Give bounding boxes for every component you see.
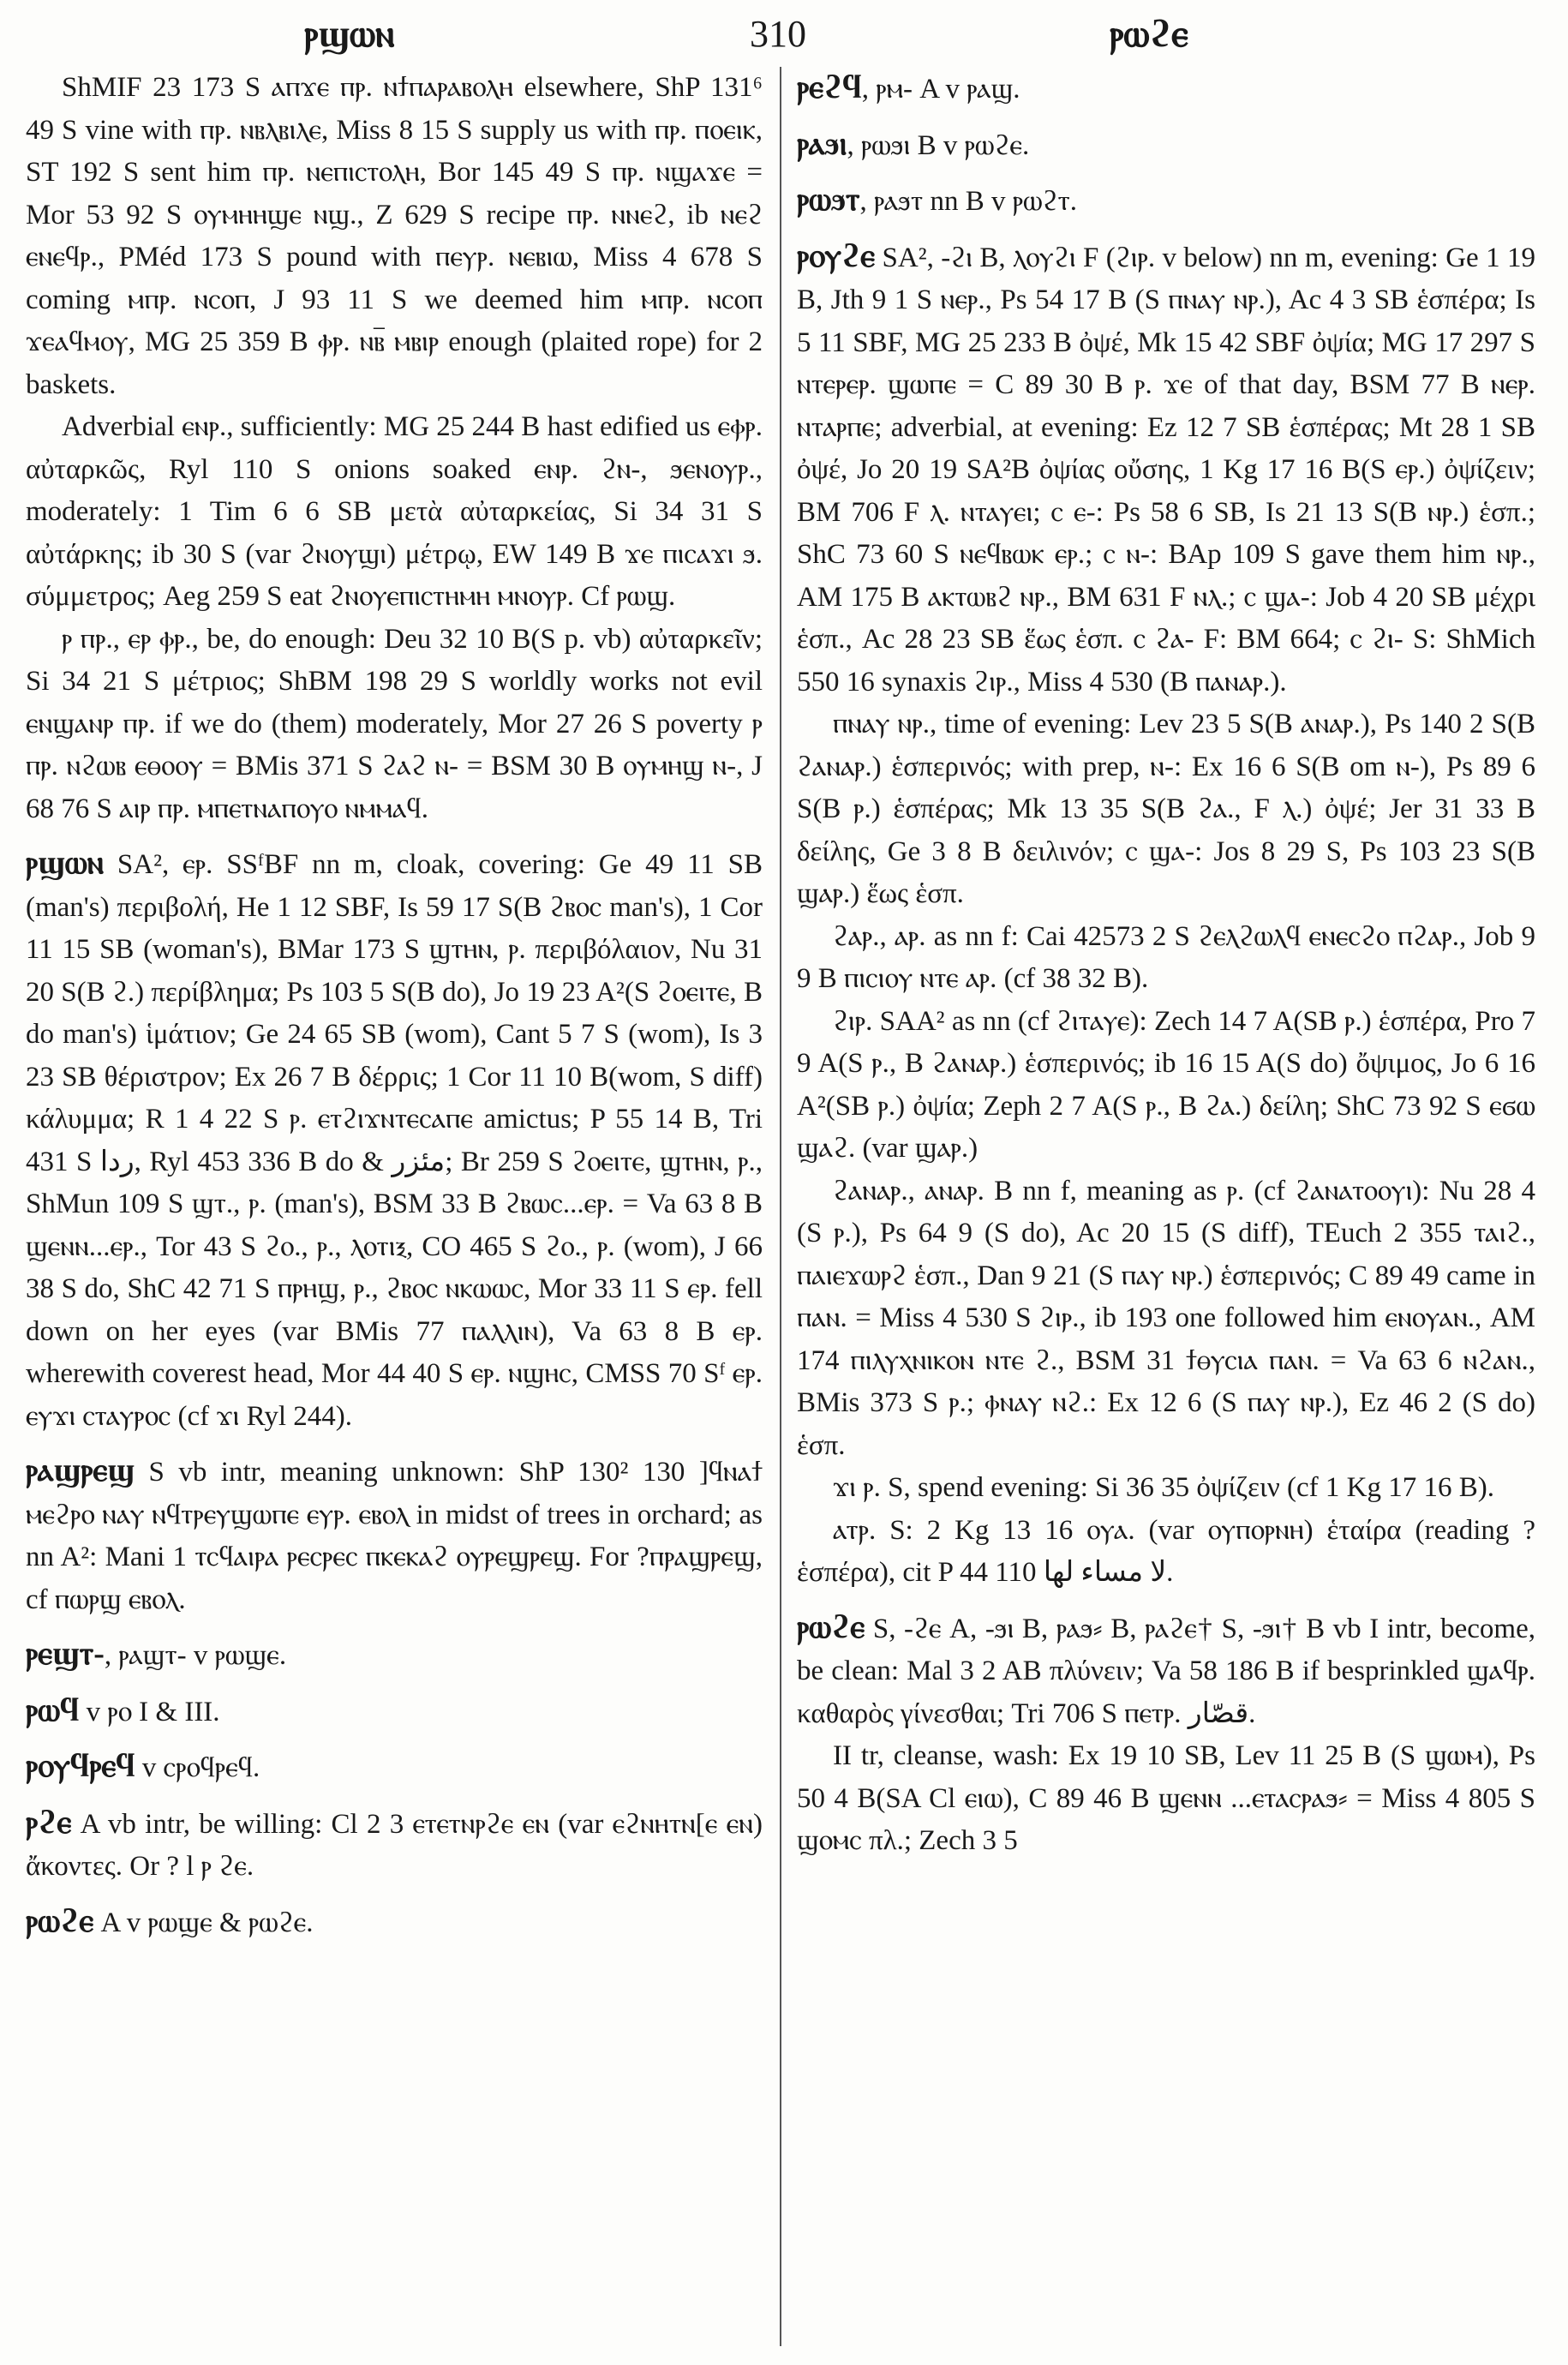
- headword: ⲣⲱϩⲉ: [797, 1608, 865, 1645]
- right-column: [797, 67, 1535, 1863]
- sub-paragraph: ϩⲁⲣ., ⲁⲣ. as nn f: Cai 42573 2 S ϩⲉⲗϩⲱⲗϥ ⲉⲛⲉⲥϩⲟ ⲡϩⲁⲣ., Job 9 9 B ⲡⲓⲥⲓⲟⲩ ⲛⲧⲉ ⲁⲣ. (cf 38 32 B).: [797, 920, 1535, 994]
- headword: ⲣϩⲉ: [26, 1804, 72, 1841]
- headword: ⲣⲱϧⲧ: [797, 182, 860, 218]
- running-header: [26, 5, 1542, 57]
- headword: ⲣⲟⲩϥⲣⲉϥ: [26, 1748, 135, 1784]
- entry-body: v ⲣⲟ I & III.: [79, 1696, 220, 1727]
- dictionary-entry: [26, 1633, 763, 1678]
- entry-body: SA², -ϩⲓ B, ⲗⲟⲩϩⲓ F (ϩⲓⲣ. v below) nn m, evening: Ge 1 19 B, Jth 9 1 S ⲛⲉⲣ., Ps 54 17 B (S ⲡⲛⲁⲩ ⲛⲣ.), Ac 4 3 SB ἑσπέρα; Is 5 11 SBF, MG 25 233 B ὀψέ, Mk 15 42 SBF ὀψία; MG 17 297 S ⲛⲧⲉⲣⲉⲣ. ϣⲱⲡⲉ = C 89 30 B ⲣ. ϫⲉ of that day, BSM 77 B ⲛⲉⲣ. ⲛⲧⲁⲣⲡⲉ; adverbial, at evening: Ez 12 7 SB ἑσπέρας; Mt 28 1 SB ὀψέ, Jo 20 19 SA²B ὀψίας οὔσης, 1 Kg 17 16 B(S ⲉⲣ.) ὀψίζειν; BM 706 F ⲗ. ⲛⲧⲁⲩⲉⲓ; ⲥ ⲉ-: Ps 58 6 SB, Is 21 13 S(B ⲛⲣ.) ἑσπ.; ShC 73 60 S ⲛⲉϥⲃⲱⲕ ⲉⲣ.; ⲥ ⲛ-: BAp 109 S gave them him ⲛⲣ., AM 175 B ⲁⲕⲧⲱⲃϩ ⲛⲣ., BM 631 F ⲛⲗ.; ⲥ ϣⲁ-: Job 4 20 SB μέχρι ἑσπ., Ac 28 23 SB ἕως ἑσπ. ⲥ ϩⲁ- F: BM 664; ⲥ ϩⲓ- S: ShMich 550 16 synaxis ϩⲓⲣ., Miss 4 530 (B ⲡⲁⲛⲁⲣ.).: [797, 242, 1535, 698]
- sub-paragraph: ⲡⲛⲁⲩ ⲛⲣ., time of evening: Lev 23 5 S(B ⲁⲛⲁⲣ.), Ps 140 2 S(B ϩⲁⲛⲁⲣ.) ἑσπερινός; with prep, ⲛ-: Ex 16 6 S(B om ⲛ-), Ps 89 6 S(B ⲣ.) ἑσπέρας; Mk 13 35 S(B ϩⲁ., F ⲗ.) ὀψέ; Jer 31 33 B δείλης, Ge 3 8 B δειλινόν; ⲥ ϣⲁ-: Jos 8 29 S, Ps 103 23 S(B ϣⲁⲣ.) ἕως ἑσπ.: [797, 709, 1535, 909]
- entry-body: , ⲣⲁϧⲧ nn B v ⲣⲱϩⲧ.: [859, 186, 1077, 217]
- entry-body: v ⲥⲣⲟϥⲣⲉϥ.: [135, 1752, 260, 1783]
- entry-body: A vb intr, be willing: Cl 2 3 ⲉⲧⲉⲧⲛⲣϩⲉ ⲉⲛ (var ⲉϩⲛⲏⲧⲛ[ⲉ ⲉⲛ) ἄκοντες. Or ? l ⲣ ϩⲉ.: [26, 1808, 763, 1882]
- dictionary-entry: [797, 236, 1535, 704]
- dictionary-entry: [26, 1901, 763, 1945]
- sub-paragraph: II tr, cleanse, wash: Ex 19 10 SB, Lev 11 25 B (S ϣⲱⲙ), Ps 50 4 B(SA Cl ⲉⲓⲱ), C 89 46 B ϣⲉⲛⲛ ...ⲉⲧⲁⲥⲣⲁϧ⸗ = Miss 4 805 S ϣⲟⲙⲥ πλ.; Zech 3 5: [797, 1740, 1535, 1856]
- dictionary-entry: [26, 842, 763, 1438]
- entry-body: SA², ⲉⲣ. SSᶠBF nn m, cloak, covering: Ge 49 11 SB (man's) περιβολή, He 1 12 SBF, Is 59 17 S(B ϩⲃⲟⲥ man's), 1 Cor 11 15 SB (woman's), BMar 173 S ϣⲧⲏⲛ, ⲣ. περιβόλαιον, Nu 31 20 S(B ϩ.) περίβλημα; Ps 103 5 S(B do), Jo 19 23 A²(S ϩⲟⲉⲓⲧⲉ, B do man's) ἱμάτιον; Ge 24 65 SB (wom), Cant 5 7 S (wom), Is 3 23 SB θέριστρον; Ex 26 7 B δέρρις; 1 Cor 11 10 B(wom, S diff) κάλυμμα; R 1 4 22 S ⲣ. ⲉⲧϩⲓϫⲛⲧⲉⲥⲁⲡⲉ amictus; P 55 14 B, Tri 431 S ردا, Ryl 453 336 B do & مئزر; Br 259 S ϩⲟⲉⲓⲧⲉ, ϣⲧⲏⲛ, ⲣ., ShMun 109 S ϣⲧ., ⲣ. (man's), BSM 33 B ϩⲃⲱⲥ...ⲉⲣ. = Va 63 8 B ϣⲉⲛⲛ...ⲉⲣ., Tor 43 S ϩⲟ., ⲣ., ⲗⲟⲧⲓⲝ, CO 465 S ϩⲟ., ⲣ. (wom), J 66 38 S do, ShC 42 71 S ⲡⲣⲏϣ, ⲣ., ϩⲃⲟⲥ ⲛⲕⲱⲱⲥ, Mor 33 11 S ⲉⲣ. fell down on her eyes (var BMis 77 ⲡⲁⲗⲗⲓⲛ), Va 63 8 B ⲉⲣ. wherewith coverest head, Mor 44 40 S ⲉⲣ. ⲛϣⲏⲥ, CMSS 70 Sᶠ ⲉⲣ. ⲉⲩϫⲓ ⲥⲧⲁⲩⲣⲟⲥ (cf ϫⲓ Ryl 244).: [26, 849, 763, 1432]
- entry-body: A v ⲣⲱϣⲉ & ⲣⲱϩⲉ.: [93, 1907, 314, 1938]
- headword: ⲣϣⲱⲛ: [26, 845, 105, 881]
- header-right-headword: ⲣⲱϩⲉ: [1110, 13, 1188, 55]
- entry-body: S, -ϩⲉ A, -ϧⲓ B, ⲣⲁϧ⸗ B, ⲣⲁϩⲉ† S, -ϧⲓ† B vb I intr, become, be clean: Mal 3 2 AB πλύνειν; Va 58 186 B if besprinkled ϣⲁϥⲣ. καθαρὸς γίνεσθαι; Tri 706 S ⲡⲉⲧⲣ. قصّار.: [797, 1613, 1535, 1729]
- dictionary-entry: [797, 179, 1535, 224]
- dictionary-entry: [797, 1607, 1535, 1736]
- continuation-paragraph: ShMIF 23 173 S ⲁⲡϫⲉ ⲡⲣ. ⲛϯⲡⲁⲣⲁⲃⲟⲗⲏ elsewhere, ShP 131⁶ 49 S vine with ⲡⲣ. ⲛⲃⲗⲃⲓⲗⲉ, Miss 8 15 S supply us with ⲡⲣ. ⲡⲟⲉⲓⲕ, ST 192 S sent him ⲡⲣ. ⲛⲉⲡⲓⲥⲧⲟⲗⲏ, Bor 145 49 S ⲡⲣ. ⲛϣⲁϫⲉ = Mor 53 92 S ⲟⲩⲙⲏⲏϣⲉ ⲛϣ., Z 629 S recipe ⲡⲣ. ⲛⲛⲉϩ, ib ⲛⲉϩ ⲉⲛⲉϥⲣ., PMéd 173 S pound with ⲡⲉⲩⲣ. ⲛⲉⲃⲓⲱ, Miss 4 678 S coming ⲙⲡⲣ. ⲛⲥⲟⲡ, J 93 11 S we deemed him ⲙⲡⲣ. ⲛⲥⲟⲡ ϫⲉⲁϥⲙⲟⲩ, MG 25 359 B ⲫⲣ. ⲛⲃ̅ ⲙⲃⲓⲣ enough (plaited rope) for 2 baskets.: [26, 72, 763, 400]
- header-left-headword: ⲣϣⲱⲛ: [304, 13, 395, 55]
- entry-body: , ⲣⲙ- A v ⲣⲁϣ.: [861, 74, 1020, 105]
- column-divider: [780, 67, 781, 2346]
- dictionary-entry: [26, 1450, 763, 1621]
- headword: ⲣⲁϧⲓ: [797, 125, 847, 162]
- entry-body: , ⲣⲁϣⲧ- v ⲣⲱϣⲉ.: [104, 1640, 287, 1671]
- page-number: 310: [750, 13, 806, 55]
- sub-paragraph: ⲣ ⲡⲣ., ⲉⲣ ⲫⲣ., be, do enough: Deu 32 10 B(S p. vb) αὐταρκεῖν; Si 34 21 S μέτριος; ShBM 198 29 S worldly works not evil ⲉⲛϣⲁⲛⲣ ⲡⲣ. if we do (them) moderately, Mor 27 26 S poverty ⲣ ⲡⲣ. ⲛϩⲱⲃ ⲉⲑⲟⲟⲩ = BMis 371 S ϩⲁϩ ⲛ- = BSM 30 B ⲟⲩⲙⲏϣ ⲛ-, J 68 76 S ⲁⲓⲣ ⲡⲣ. ⲙⲡⲉⲧⲛⲁⲡⲟⲩⲟ ⲛⲙⲙⲁϥ.: [26, 623, 763, 824]
- entry-body: S vb intr, meaning unknown: ShP 130² 130 ]ϥⲛⲁϯ ⲙⲉϩⲣⲟ ⲛⲁⲩ ⲛϥⲧⲣⲉⲩϣⲱⲡⲉ ⲉⲩⲣ. ⲉⲃⲟⲗ in midst of trees in orchard; as nn A²: Mani 1 ⲧⲥϥⲁⲓⲣⲁ ⲣⲉⲥⲣⲉⲥ ⲡⲕⲉⲕⲁϩ ⲟⲩⲣⲉϣⲣⲉϣ. For ?ⲡⲣⲁϣⲣⲉϣ, cf ⲡⲱⲣϣ ⲉⲃⲟⲗ.: [26, 1457, 763, 1615]
- entry-body: , ⲣⲱϧⲓ B v ⲣⲱϩⲉ.: [847, 129, 1030, 161]
- sub-paragraph: ⲁⲧⲣ. S: 2 Kg 13 16 ⲟⲩⲁ. (var ⲟⲩⲡⲟⲣⲛⲏ) ἑταίρα (reading ? ἑσπέρα), cit P 44 110 لا مساء لها.: [797, 1514, 1535, 1588]
- dictionary-entry: [797, 67, 1535, 111]
- left-column: [26, 67, 763, 1944]
- headword: ⲣⲉϣⲧ-: [26, 1636, 105, 1672]
- dictionary-entry: [26, 1690, 763, 1734]
- headword: ⲣⲱϥ: [26, 1691, 80, 1728]
- sub-paragraph: ϫⲓ ⲣ. S, spend evening: Si 36 35 ὀψίζειν (cf 1 Kg 17 16 B).: [833, 1472, 1494, 1503]
- dictionary-entry: [26, 1745, 763, 1790]
- sub-paragraph: ϩⲓⲣ. SAA² as nn (cf ϩⲓⲧⲁⲩⲉ): Zech 14 7 A(SB ⲣ.) ἑσπέρα, Pro 7 9 A(S ⲣ., B ϩⲁⲛⲁⲣ.) ἑσπερινός; ib 16 15 A(S do) ὄψιμος, Jo 6 16 A²(SB ⲣ.) ὀψία; Zeph 2 7 A(S ⲣ., B ϩⲁ.) δείλη; ShC 73 92 S ⲉϭⲱ ϣⲁϩ. (var ϣⲁⲣ.): [797, 1005, 1535, 1164]
- headword: ⲣⲱϩⲉ: [26, 1902, 94, 1939]
- headword: ⲣⲟⲩϩⲉ: [797, 237, 876, 274]
- sub-paragraph: ϩⲁⲛⲁⲣ., ⲁⲛⲁⲣ. B nn f, meaning as ⲣ. (cf ϩⲁⲛⲁⲧⲟⲟⲩⲓ): Nu 28 4 (S ⲣ.), Ps 64 9 (S do), Ac 20 15 (S diff), TEuch 2 355 ⲧⲁⲓϩ., ⲡⲁⲓⲉϫⲱⲣϩ ἑσπ., Dan 9 21 (S ⲡⲁⲩ ⲛⲣ.) ἑσπερινός; C 89 49 came in ⲡⲁⲛ. = Miss 4 530 S ϩⲓⲣ., ib 193 one followed him ⲉⲛⲟⲩⲁⲛ., AM 174 ⲡⲓⲗⲩⲭⲛⲓⲕⲟⲛ ⲛⲧⲉ ϩ., BSM 31 ϯⲑⲩⲥⲓⲁ ⲡⲁⲛ. = Va 63 6 ⲛϩⲁⲛ., BMis 373 S ⲣ.; ⲫⲛⲁⲩ ⲛϩ.: Ex 12 6 (S ⲡⲁⲩ ⲛⲣ.), Ez 46 2 (S do) ἑσπ.: [797, 1175, 1535, 1461]
- dictionary-entry: [797, 123, 1535, 168]
- headword: ⲣⲉϩϥ: [797, 69, 862, 105]
- headword: ⲣⲁϣⲣⲉϣ: [26, 1452, 135, 1488]
- dictionary-entry: [26, 1802, 763, 1889]
- sub-paragraph: Adverbial ⲉⲛⲣ., sufficiently: MG 25 244 B hast edified us ⲉⲫⲣ. αὐταρκῶς, Ryl 110 S onions soaked ⲉⲛⲣ. ϩⲛ-, ϧⲉⲛⲟⲩⲣ., moderately: 1 Tim 6 6 SB μετὰ αὐταρκείας, Si 34 31 S αὐτάρκης; ib 30 S (var ϩⲛⲟⲩϣⲓ) μέτρῳ, EW 149 B ϫⲉ ⲡⲓⲥⲁϫⲓ ϧ. σύμμετρος; Aeg 259 S eat ϩⲛⲟⲩⲉⲡⲓⲥⲧⲏⲙⲏ ⲙⲛⲟⲩⲣ. Cf ⲣⲱϣ.: [26, 411, 763, 612]
